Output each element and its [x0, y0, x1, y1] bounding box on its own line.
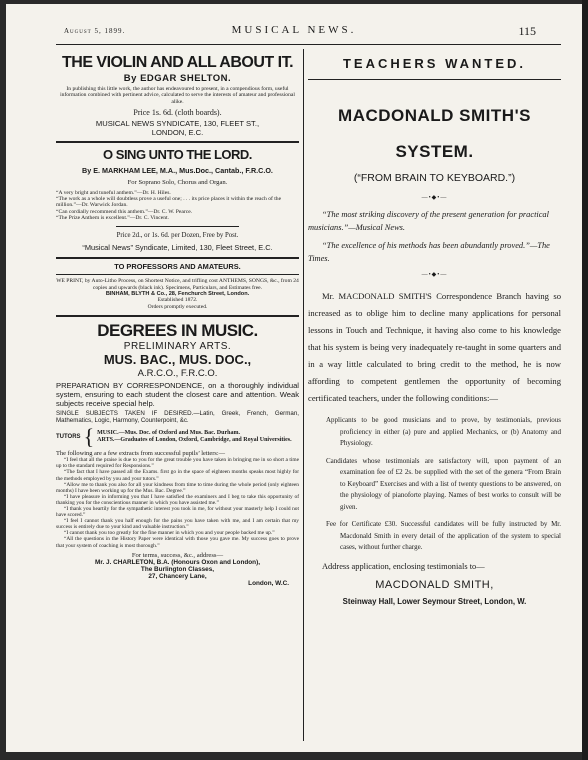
review-item: “Can cordially recommend this anthem.”—Dr. C. W. Pearce. [56, 208, 193, 215]
teachers-heading: TEACHERS WANTED. [342, 56, 527, 71]
letter-extract: “All the questions in the History Paper were identical with those you gave me. My success goes to prove that your system of coaching is most thorough.” [56, 536, 299, 549]
letter-extract: “I thank you heartily for the sympathetic interest you took in me, for without your masterly help I could not have scored.” [56, 506, 299, 519]
page-header [6, 4, 582, 44]
degrees-single: SINGLE SUBJECTS TAKEN IF DESIRED.—Latin, Greek, French, German, Mathematics, Logic, Harmony, Counterpoint, &c. [56, 409, 299, 425]
page-number: 115 [518, 24, 536, 38]
address-street: 27, Chancery Lane, [148, 572, 207, 580]
macdonald-address-line: Steinway Hall, Lower Seymour Street, London, W. [342, 596, 527, 606]
conditions-list [308, 415, 561, 554]
anthem-publisher: “Musical News” Syndicate, Limited, 130, Fleet Street, E.C. [82, 243, 273, 253]
degrees-advert [56, 321, 299, 587]
printing-advert [56, 262, 299, 309]
address-city: London, W.C. [248, 579, 289, 587]
violin-description: In publishing this little work, the author has endeavoured to present, in a compendious form, useful information combined with pertinent advice, calculated to serve the interests of amateur and professional alike. [60, 86, 295, 105]
violin-title: THE VIOLIN AND ALL ABOUT IT. [61, 54, 294, 71]
left-column [56, 50, 299, 587]
column-divider [303, 49, 304, 741]
letter-extract: “Allow me to thank you also for all your kindness from time to time during the whole period (only eighteen months) I have been working up for the Mus. Bac. Degree.” [56, 481, 299, 494]
anthem-title: O SING UNTO THE LORD. [103, 146, 252, 162]
condition-item: Applicants to be good musicians and to prove, by testimonials, previous proficiency in either (a) pure and applied Mechanics, or (b) Anatomy and Physiology. [326, 416, 561, 447]
review-item: “The work as a whole will doubtless prove a useful one; . . . its price places it within the reach of the million.”—Dr. Warwick Jordan. [56, 196, 282, 209]
address-classes: The Burlington Classes, [140, 565, 215, 573]
macdonald-address-name: MACDONALD SMITH, [375, 578, 494, 591]
address-intro: Address application, enclosing testimonials to— [322, 561, 485, 571]
letter-extract: “I feel that all the praise is due to you for the great trouble you have taken in bringing me in so short a time up to the standard required for Responsions.” [56, 457, 299, 470]
letter-extract: “I cannot thank you too greatly for the fine manner in which you and your people backed me up.” [64, 530, 275, 537]
terms-line: For terms, success, &c., address— [131, 551, 224, 559]
review-item: “A very bright and tuneful anthem.”—Dr. H. Hiles. [56, 189, 171, 196]
violin-advert [56, 54, 299, 137]
system-title: SYSTEM. [395, 142, 474, 161]
quote-musical-news: “The most striking discovery of the present generation for practical musicians.”—Musical News. [308, 210, 549, 232]
violin-publisher-city: LONDON, E.C. [151, 127, 204, 137]
intro-paragraph: Mr. MACDONALD SMITH'S Correspondence Branch having so increased as to oblige him to decline many applications for personal lessons in Touch and Technique, it having also come to his knowledge that his system is being very inadequately re-taught in some quarters and in a way little calculated to bring credit to the method, he is now affording to competent gentlemen the opportunity of becoming certificated teachers, under the following conditions:— [308, 291, 561, 403]
violin-author: By EDGAR SHELTON. [123, 73, 232, 84]
anthem-reviews [56, 190, 299, 221]
tutors-music: MUSIC.—Mus. Doc. of Oxford and Mus. Bac. Durham. [97, 430, 240, 437]
anthem-subtitle: For Soprano Solo, Chorus and Organ. [127, 178, 228, 186]
quote-times: “The excellence of his methods has been abundantly proved.”—The Times. [308, 241, 550, 263]
letter-extract: “The fact that I have passed all the Exams. first go in the space of eighteen months speaks most highly for the methods employed by you and your tutors.” [56, 469, 299, 482]
header-rule [56, 44, 561, 45]
condition-item: Fee for Certificate £30. Successful candidates will be fully instructed by Mr. Macdonald Smith in every detail of the application of the system to special cases, without further charge. [326, 520, 561, 551]
printing-firm: BINHAM, BLYTH & Co., 28, Fenchurch Street, London. [105, 290, 250, 297]
degrees-prep: PREPARATION BY CORRESPONDENCE, on a thoroughly individual system, ensuring to each student the closest care and attention. Weak subjects receive special help. [56, 380, 299, 408]
issue-date: August 5, 1899. [64, 27, 126, 35]
divider [56, 274, 299, 275]
degrees-arco: A.R.C.O., F.R.C.O. [137, 367, 218, 379]
tutors-label: TUTORS [56, 433, 81, 440]
ornament: —•◆•— [421, 195, 448, 201]
violin-price: Price 1s. 6d. (cloth boards). [133, 107, 222, 117]
tutors-arts: ARTS.—Graduates of London, Oxford, Cambridge, and Royal Universities. [97, 437, 292, 444]
newspaper-page [6, 4, 582, 752]
letter-extract: “I feel I cannot thank you half enough for the pains you have taken with me, and I am certain that my success is entirely due to your kind and valuable instruction.” [56, 518, 299, 531]
anthem-advert [56, 147, 299, 252]
anthem-price: Price 2d., or 1s. 6d. per Dozen, Free by Post. [116, 232, 239, 240]
printing-orders: Orders promptly executed. [147, 303, 208, 310]
right-column [308, 50, 561, 606]
divider [116, 226, 239, 227]
violin-publisher: MUSICAL NEWS SYNDICATE, 130, FLEET ST., [95, 118, 260, 128]
printing-title: TO PROFESSORS AND AMATEURS. [114, 262, 241, 272]
degrees-line: MUS. BAC., MUS. DOC., [103, 351, 252, 367]
degrees-title: DEGREES IN MUSIC. [97, 320, 258, 340]
divider [56, 315, 299, 317]
divider [56, 257, 299, 259]
system-tagline: (“FROM BRAIN TO KEYBOARD.”) [353, 172, 516, 184]
anthem-author: By E. MARKHAM LEE, M.A., Mus.Doc., Cantab., F.R.C.O. [82, 165, 273, 175]
divider [56, 141, 299, 143]
letters-intro: The following are a few extracts from successful pupils’ letters:— [56, 450, 225, 458]
address-name: Mr. J. CHARLETON, B.A. (Honours Oxon and London), [95, 558, 260, 566]
letter-extract: “I have pleasure in informing you that I have satisfied the examiners and I beg to take this opportunity of thanking you for the conscientious manner in which you have assisted me.” [56, 493, 299, 506]
review-item: “The Prize Anthem is excellent.”—Dr. C. Vincent. [56, 215, 169, 222]
condition-item: Candidates whose testimonials are satisfactory will, upon payment of an examination fee of £2 2s. be supplied with the set of the genera “From Brain to Keyboard” Exercises and with a list of twenty questions to be answered, on the physiology of pianoforte playing. Names of best works to consult will be given. [326, 456, 561, 511]
paper-title: MUSICAL NEWS. [231, 24, 357, 36]
scan-edge [582, 0, 588, 760]
degrees-prelim: PRELIMINARY ARTS. [123, 340, 232, 352]
letters-list [56, 457, 299, 548]
printing-established: Established 1872. [157, 297, 198, 304]
brace-glyph: { [83, 424, 95, 450]
system-name: MACDONALD SMITH'S [338, 106, 531, 125]
ornament: —•◆•— [421, 272, 448, 278]
divider [308, 79, 561, 80]
printing-body: WE PRINT, by Auto-Litho Process, on Shortest Notice, and trifling cost ANTHEMS, SONGS, &c., from 24 copies and upwards (black ink). Specimens, Particulars, and Estimates free. [56, 278, 299, 291]
tutors-list [97, 430, 291, 444]
tutors-block [56, 426, 299, 448]
